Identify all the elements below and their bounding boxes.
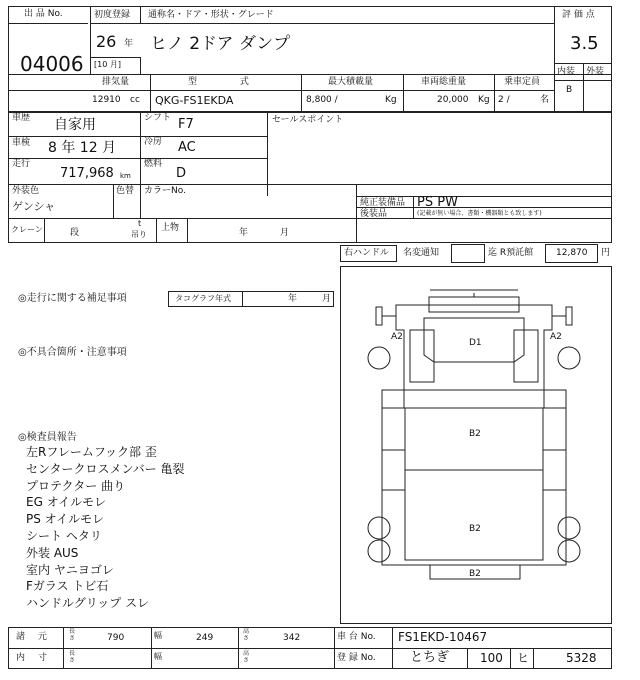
exterior-grade-label: 外装 [586,67,605,77]
defects-heading: ◎不具合箇所・注意事項 [18,347,127,358]
divider [8,648,612,649]
height-label: 高さ [242,628,249,642]
registration-class: 100 [480,651,503,665]
report-line: Fガラス トビ石 [26,579,109,594]
chassis-value: FS1EKD-10467 [398,630,488,644]
registration-label: 登 録 No. [337,653,376,663]
interior-grade-label: 内装 [557,67,576,77]
width-label: 幅 [154,652,162,661]
divider [533,648,534,669]
driving-note-heading: ◎走行に関する補足事項 [18,293,127,304]
tachograph-year: 年 [288,294,298,304]
tachograph-label: タコグラフ年式 [175,294,231,303]
history-value: 自家用 [54,117,96,133]
max-load-label: 最大積載量 [328,77,374,87]
crane-stage: 段 [70,228,80,238]
standard-equipment-label: 純正装備品 [360,198,406,208]
deposit-unit: 円 [601,248,611,258]
report-line: PS オイルモレ [26,512,105,527]
inspection-label: 車検 [12,138,31,148]
wheel-rear-left-2 [368,540,390,562]
divider [238,627,239,669]
cargo-bed [382,390,566,565]
model-code-label: 型 式 [188,77,249,87]
report-line: シート ヘタリ [26,528,102,543]
deposit-label: 迄 R預託館 [488,248,534,258]
aftermarket-note: (記載が無い場合、書類・機器類とも致します) [417,210,542,217]
crane-ton-mark: t [138,219,142,228]
wheel-front-right [558,347,580,369]
length-value: 790 [107,633,125,643]
fuel-value: D [176,166,187,181]
divider [510,648,511,669]
wheel-rear-right-1 [558,517,580,539]
score-label: 評 価 点 [562,10,595,20]
report-line: 左Rフレームフック部 歪 [26,445,157,459]
color-number-label: カラーNo. [144,186,186,196]
color-change-label: 色替 [116,186,135,196]
length-label: 長さ [68,650,75,664]
lot-no: 04006 [20,52,84,76]
gross-weight-value: 20,000 [437,95,469,105]
year-unit: 年 [124,39,134,49]
mileage-unit: km [120,172,131,180]
report-line: プロテクター 曲り [26,478,126,493]
damage-mark: B2 [469,524,481,534]
model-code: QKG-FS1EKDA [155,94,234,107]
report-line: 外装 AUS [26,545,79,560]
gross-weight-unit: Kg [478,95,490,105]
mirror-right [566,307,572,325]
max-load-value: 8,800 / [306,95,338,105]
registration-year: 26 [96,32,117,51]
shift-label: シフト [144,113,172,123]
crane-hanging: 吊り [131,230,147,239]
tachograph-month: 月 [322,294,332,304]
crane-label: クレーン [11,225,43,234]
model-name: ヒノ 2ドア ダンプ [150,34,291,54]
exterior-color-label: 外装色 [12,186,40,196]
interior-dims-label: 内 寸 [16,653,47,663]
displacement-unit: cc [130,95,140,105]
registration-month: [10 月] [94,60,121,69]
upper-body-month: 月 [280,228,290,238]
upper-body-label: 上物 [161,223,180,233]
displacement-value: 12910 [92,95,121,105]
damage-mark: B2 [469,429,481,439]
aftermarket-label: 後装品 [360,209,388,219]
report-line: ハンドルグリップ スレ [26,596,150,611]
interior-grade-value: B [566,85,573,95]
name-change-label: 名変通知 [403,248,440,258]
divider [334,627,335,669]
mirror-left [376,307,382,325]
report-line: 室内 ヤニヨゴレ [26,562,114,577]
registration-kana: ヒ [517,651,530,665]
max-load-unit: Kg [385,95,397,105]
history-label: 車歴 [12,113,31,123]
chassis-label: 車 台 No. [337,632,376,642]
exterior-color-value: ゲンシャ [12,200,56,213]
dimensions-label: 諸 元 [16,632,47,642]
fuel-label: 燃料 [144,159,163,169]
damage-mark: D1 [469,338,482,348]
width-value: 249 [196,633,214,643]
registration-region: とちぎ [410,650,450,665]
capacity-unit: 名 [540,95,550,105]
capacity-value: 2 / [498,95,510,105]
length-label: 長さ [68,628,75,642]
model-description-label: 通称名・ドア・形状・グレード [148,10,274,20]
width-label: 幅 [154,631,162,640]
report-line: EG オイルモレ [26,495,107,510]
damage-mark: A2 [550,332,562,342]
height-value: 342 [283,633,301,643]
deposit-value: 12,870 [556,248,588,258]
score-value: 3.5 [570,33,599,54]
wheel-rear-left-1 [368,517,390,539]
standard-equipment-value: PS PW [417,195,458,210]
upper-body-year: 年 [239,228,249,238]
ac-label: 冷房 [144,137,163,147]
inspector-report-heading: ◎検査員報告 [18,432,77,443]
damage-mark: B2 [469,569,481,579]
capacity-label: 乗車定員 [504,77,541,87]
height-label: 高さ [242,650,249,664]
divider [467,648,468,669]
damage-mark: A2 [391,332,403,342]
mileage-label: 走行 [12,159,31,169]
sales-point-label: セールスポイント [272,115,344,125]
gross-weight-label: 車両総重量 [421,77,467,87]
wheel-rear-right-2 [558,540,580,562]
divider [392,627,393,669]
lot-no-label: 出 品 No. [24,9,63,19]
displacement-label: 排気量 [102,77,130,87]
divider [63,627,64,669]
shift-value: F7 [178,117,194,132]
wheel-front-left [368,347,390,369]
divider [151,627,152,669]
first-registration-label: 初度登録 [94,10,131,20]
rhd-label: 右ハンドル [344,248,390,258]
ac-value: AC [178,140,196,155]
inspection-value: 8 年 12 月 [48,140,117,156]
mileage-value: 717,968 [60,166,114,181]
report-line: センタークロスメンバー 亀裂 [26,461,185,476]
registration-number: 5328 [566,651,597,665]
